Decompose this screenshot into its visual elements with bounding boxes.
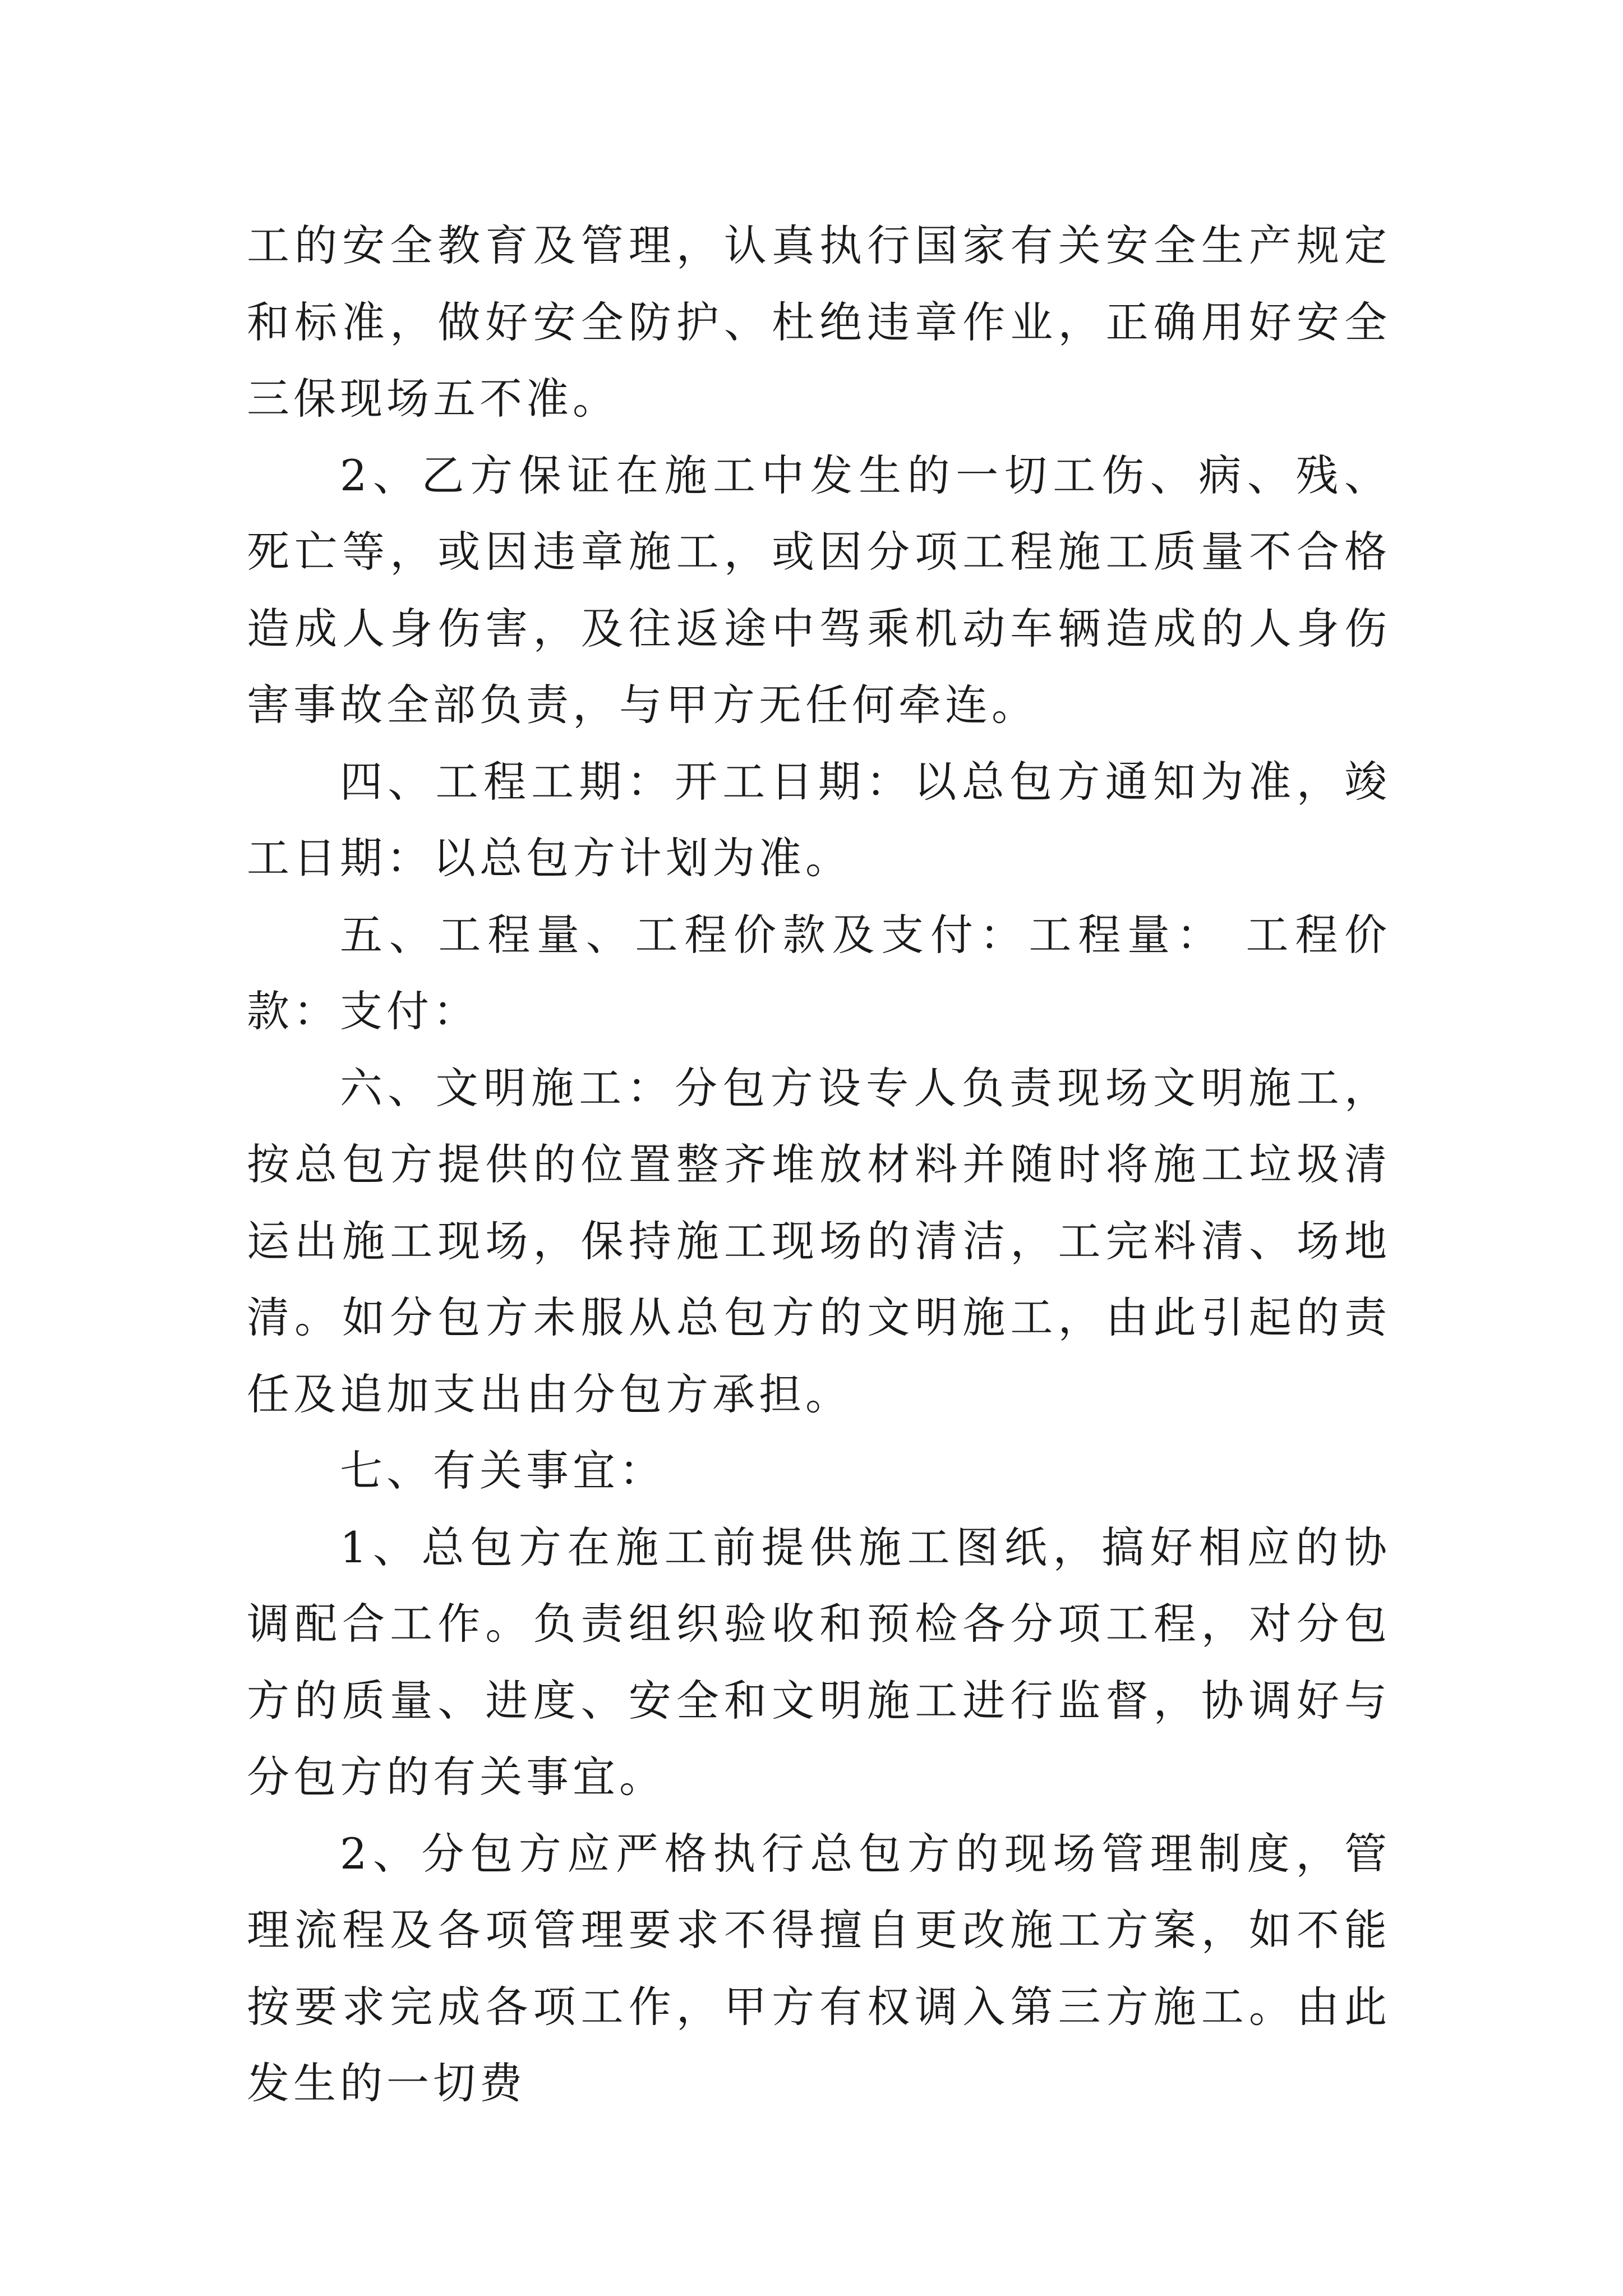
document-body: [247, 208, 1391, 2122]
paragraph-safety-education-continued: 工的安全教育及管理，认真执行国家有关安全生产规定和标准，做好安全防护、杜绝违章作业，正确用好安全三保现场五不准。: [247, 220, 1391, 424]
paragraph-clause-2-injury-liability: 2、乙方保证在施工中发生的一切工伤、病、残、死亡等，或因违章施工，或因分项工程施工质量不合格造成人身伤害，及往返途中驾乘机动车辆造成的人身伤害事故全部负责，与甲方无任何牵连。: [247, 450, 1391, 730]
paragraph-section-7-clause-1: 1、总包方在施工前提供施工图纸，搞好相应的协调配合工作。负责组织验收和预检各分项工程，对分包方的质量、进度、安全和文明施工进行监督，协调好与分包方的有关事宜。: [247, 1522, 1391, 1802]
paragraph-section-5-quantities-payment: 五、工程量、工程价款及支付：工程量： 工程价款：支付：: [247, 909, 1391, 1036]
paragraph-section-7-heading: 七、有关事宜：: [340, 1446, 666, 1496]
paragraph-section-6-civilized-construction: 六、文明施工：分包方设专人负责现场文明施工，按总包方提供的位置整齐堆放材料并随时将施工垃圾清运出施工现场，保持施工现场的清洁，工完料清、场地清。如分包方未服从总包方的文明施工，由此引起的责任及追加支出由分包方承担。: [247, 1062, 1391, 1419]
paragraph-section-4-schedule: 四、工程工期：开工日期：以总包方通知为准，竣工日期：以总包方计划为准。: [247, 756, 1391, 883]
paragraph-section-7-clause-2: 2、分包方应严格执行总包方的现场管理制度，管理流程及各项管理要求不得擅自更改施工方案，如不能按要求完成各项工作，甲方有权调入第三方施工。由此发生的一切费: [247, 1828, 1391, 2108]
